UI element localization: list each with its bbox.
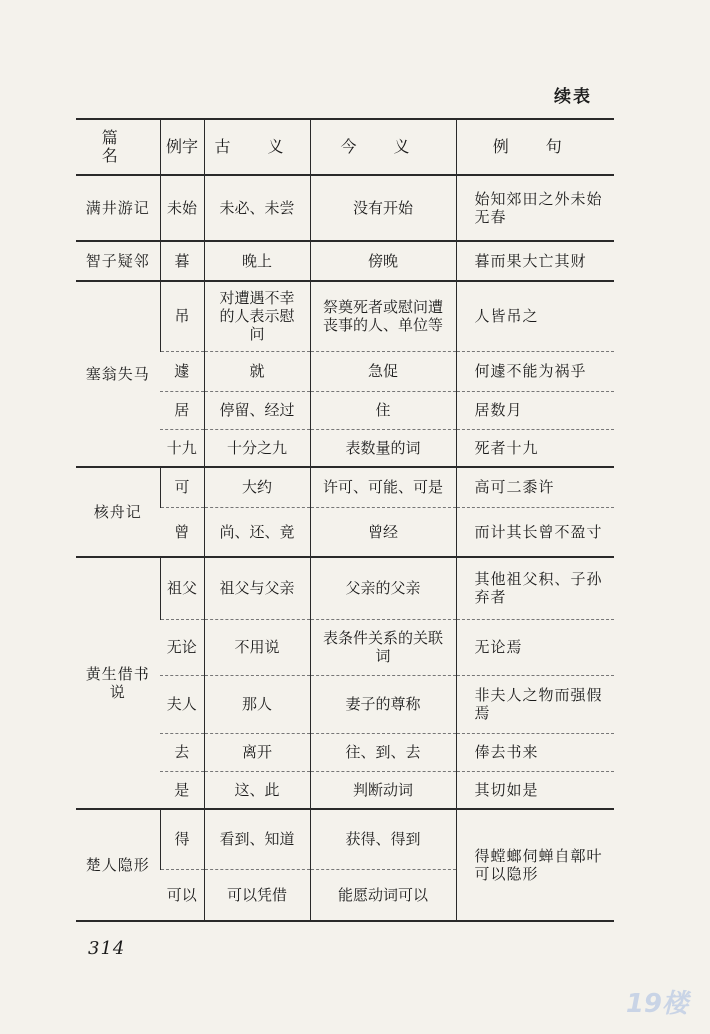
modern-meaning: 表条件关系的关联词: [310, 619, 456, 675]
header-ancient: 古 义: [204, 119, 310, 175]
table-row: [76, 557, 614, 619]
watermark-logo: 19楼: [625, 989, 688, 1019]
example-sentence: 高可二黍许: [456, 467, 614, 507]
example-sentence: 非夫人之物而强假焉: [456, 675, 614, 733]
ancient-meaning: 对遭遇不幸的人表示慰问: [204, 281, 310, 351]
example-sentence: 而计其长曾不盈寸: [456, 507, 614, 557]
ancient-meaning: 祖父与父亲: [204, 557, 310, 619]
table-row: [76, 281, 614, 351]
modern-meaning: 判断动词: [310, 771, 456, 809]
ancient-meaning: 看到、知道: [204, 809, 310, 869]
modern-meaning: 住: [310, 391, 456, 429]
example-sentence: 其切如是: [456, 771, 614, 809]
table-row: [76, 809, 614, 869]
article-title: 塞翁失马: [85, 365, 150, 383]
example-sentence: 居数月: [456, 391, 614, 429]
group-sai-weng-shi-ma: [76, 281, 614, 467]
article-title: 楚人隐形: [85, 856, 150, 874]
example-char: 去: [160, 733, 204, 771]
group-huang-sheng-jie-shu-shuo: [76, 557, 614, 809]
ancient-meaning: 就: [204, 351, 310, 391]
table-header: [76, 119, 614, 175]
header-title: 篇 名: [101, 128, 134, 165]
table-row: [76, 175, 614, 241]
example-sentence: 得螳螂伺蝉自鄣叶可以隐形: [456, 809, 614, 921]
table-row: [76, 467, 614, 507]
example-sentence: 暮而果大亡其财: [456, 241, 614, 281]
page-number: 314: [88, 938, 126, 959]
vocabulary-table: [76, 118, 614, 922]
example-char: 遽: [160, 351, 204, 391]
continued-table-label: 续表: [554, 87, 592, 107]
example-char: 暮: [160, 241, 204, 281]
modern-meaning: 表数量的词: [310, 429, 456, 467]
modern-meaning: 能愿动词可以: [310, 869, 456, 921]
article-title: 核舟记: [93, 503, 142, 521]
modern-meaning: 父亲的父亲: [310, 557, 456, 619]
table-row: [76, 241, 614, 281]
modern-meaning: 获得、得到: [310, 809, 456, 869]
article-title: 满井游记: [85, 199, 150, 217]
group-man-jing-you-ji: [76, 175, 614, 241]
ancient-meaning: 尚、还、竟: [204, 507, 310, 557]
example-char: 夫人: [160, 675, 204, 733]
ancient-meaning: 不用说: [204, 619, 310, 675]
example-sentence: 始知郊田之外未始无春: [456, 175, 614, 241]
ancient-meaning: 可以凭借: [204, 869, 310, 921]
example-char: 无论: [160, 619, 204, 675]
group-he-zhou-ji: [76, 467, 614, 557]
example-char: 是: [160, 771, 204, 809]
example-char: 吊: [160, 281, 204, 351]
modern-meaning: 祭奠死者或慰问遭丧事的人、单位等: [310, 281, 456, 351]
example-char: 祖父: [160, 557, 204, 619]
example-char: 未始: [160, 175, 204, 241]
group-chu-ren-yin-xing: [76, 809, 614, 921]
ancient-meaning: 那人: [204, 675, 310, 733]
example-sentence: 无论焉: [456, 619, 614, 675]
example-sentence: 死者十九: [456, 429, 614, 467]
modern-meaning: 傍晚: [310, 241, 456, 281]
modern-meaning: 急促: [310, 351, 456, 391]
example-char: 十九: [160, 429, 204, 467]
modern-meaning: 曾经: [310, 507, 456, 557]
article-title: 智子疑邻: [85, 252, 150, 270]
modern-meaning: 许可、可能、可是: [310, 467, 456, 507]
ancient-meaning: 停留、经过: [204, 391, 310, 429]
example-sentence: 人皆吊之: [456, 281, 614, 351]
modern-meaning: 没有开始: [310, 175, 456, 241]
example-sentence: 何遽不能为祸乎: [456, 351, 614, 391]
ancient-meaning: 大约: [204, 467, 310, 507]
header-char: 例字: [160, 119, 204, 175]
example-sentence: 其他祖父积、子孙弃者: [456, 557, 614, 619]
example-char: 曾: [160, 507, 204, 557]
article-title: 黄生借书说: [85, 665, 150, 701]
group-zhi-zi-yi-lin: [76, 241, 614, 281]
ancient-meaning: 这、此: [204, 771, 310, 809]
ancient-meaning: 未必、未尝: [204, 175, 310, 241]
example-char: 居: [160, 391, 204, 429]
header-example: 例 句: [456, 119, 614, 175]
ancient-meaning: 十分之九: [204, 429, 310, 467]
ancient-meaning: 晚上: [204, 241, 310, 281]
modern-meaning: 妻子的尊称: [310, 675, 456, 733]
example-sentence: 俸去书来: [456, 733, 614, 771]
example-char: 可以: [160, 869, 204, 921]
modern-meaning: 往、到、去: [310, 733, 456, 771]
header-modern: 今 义: [310, 119, 456, 175]
example-char: 可: [160, 467, 204, 507]
example-char: 得: [160, 809, 204, 869]
ancient-meaning: 离开: [204, 733, 310, 771]
